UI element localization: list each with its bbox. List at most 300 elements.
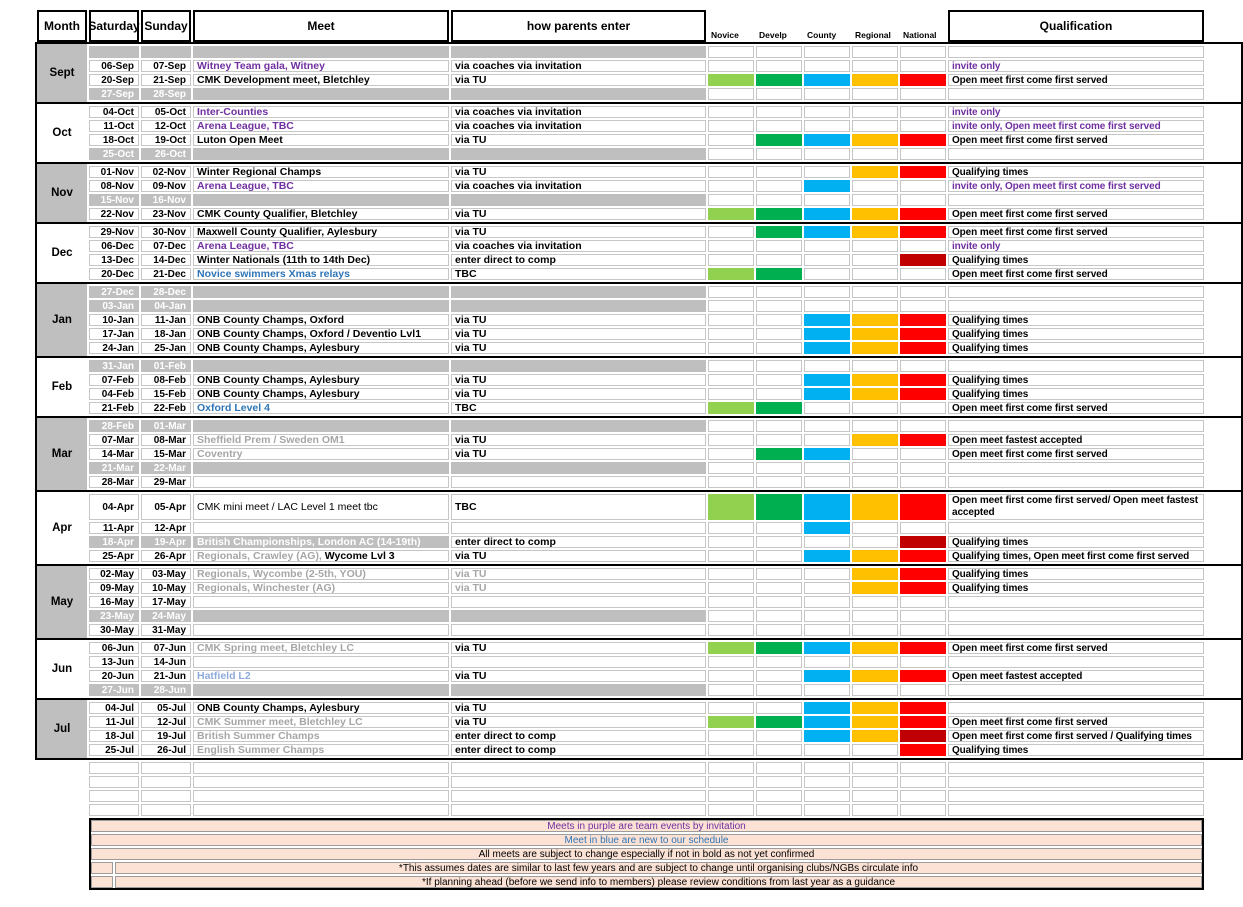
saturday-date-cell: 09-May (89, 582, 139, 594)
meet-row (89, 166, 1239, 178)
level-cell-develop (756, 420, 802, 432)
empty-cell (89, 776, 139, 788)
level-cell-develop (756, 254, 802, 266)
empty-cell (852, 790, 898, 802)
empty-cell (948, 804, 1204, 816)
month-cell: Oct (37, 104, 87, 162)
empty-row (89, 776, 1243, 788)
saturday-date-cell: 18-Apr (89, 536, 139, 548)
level-cell-national (900, 716, 946, 728)
month-rows (87, 224, 1241, 282)
qualification-cell (948, 536, 1204, 548)
meet-row (89, 656, 1239, 668)
month-cell: Feb (37, 358, 87, 416)
meet-label: Regionals, Winchester (AG) (197, 582, 336, 594)
qualification-cell (948, 208, 1204, 220)
sunday-date-cell: 31-May (141, 624, 191, 636)
level-cell-regional (852, 744, 898, 756)
meet-row (89, 120, 1239, 132)
enter-cell (451, 656, 706, 668)
level-cell-develop (756, 462, 802, 474)
empty-cell (756, 804, 802, 816)
level-cell-develop (756, 684, 802, 696)
saturday-date-cell: 04-Oct (89, 106, 139, 118)
meet-cell (193, 402, 449, 414)
level-cell-national (900, 702, 946, 714)
level-cell-county (804, 684, 850, 696)
qualification-cell (948, 374, 1204, 386)
level-cell-develop (756, 300, 802, 312)
empty-cell (900, 790, 946, 802)
level-cell-national (900, 434, 946, 446)
level-cell-develop (756, 522, 802, 534)
month-blocks-container (35, 42, 1243, 760)
saturday-date-cell: 24-Jan (89, 342, 139, 354)
level-cell-develop (756, 374, 802, 386)
level-cell-regional (852, 582, 898, 594)
qualification-cell (948, 596, 1204, 608)
level-cell-novice (708, 120, 754, 132)
meet-row (89, 328, 1239, 340)
qualification-cell (948, 314, 1204, 326)
level-cell-national (900, 582, 946, 594)
level-cell-novice (708, 328, 754, 340)
level-cell-national (900, 402, 946, 414)
level-cell-novice (708, 656, 754, 668)
saturday-date-cell (89, 46, 139, 58)
footnote-text: Meet in blue are new to our schedule (91, 834, 1202, 846)
level-cell-regional (852, 702, 898, 714)
meet-label: Novice swimmers Xmas relays (197, 268, 350, 280)
meet-row (89, 300, 1239, 312)
empty-cell (756, 762, 802, 774)
table-header-row (37, 10, 1243, 42)
empty-cell (451, 790, 706, 802)
saturday-date-cell: 01-Nov (89, 166, 139, 178)
meet-row (89, 642, 1239, 654)
level-cell-county (804, 568, 850, 580)
level-cell-county (804, 300, 850, 312)
level-cell-county (804, 254, 850, 266)
meet-cell (193, 240, 449, 252)
month-block-sept (35, 42, 1243, 104)
sunday-date-cell: 09-Nov (141, 180, 191, 192)
enter-cell: via TU (451, 716, 706, 728)
meet-row (89, 494, 1239, 520)
level-cell-county (804, 240, 850, 252)
level-cell-national (900, 550, 946, 562)
level-cell-national (900, 420, 946, 432)
empty-cell (948, 776, 1204, 788)
level-cell-novice (708, 254, 754, 266)
saturday-date-cell: 04-Apr (89, 494, 139, 520)
level-cell-develop (756, 148, 802, 160)
level-cell-develop (756, 716, 802, 728)
meet-row (89, 670, 1239, 682)
level-cell-national (900, 208, 946, 220)
meet-label: CMK Spring meet, Bletchley LC (197, 642, 354, 654)
level-cell-regional (852, 226, 898, 238)
meet-row (89, 88, 1239, 100)
enter-cell: enter direct to comp (451, 744, 706, 756)
enter-cell: via TU (451, 550, 706, 562)
level-cell-novice (708, 730, 754, 742)
level-cell-county (804, 388, 850, 400)
qualification-label: Open meet first come first served/ Open meet fastest accepted (952, 495, 1198, 518)
level-cell-national (900, 134, 946, 146)
level-cell-novice (708, 374, 754, 386)
level-cell-novice (708, 448, 754, 460)
enter-cell: via TU (451, 226, 706, 238)
level-cell-national (900, 74, 946, 86)
qualification-cell (948, 494, 1204, 520)
level-cell-regional (852, 180, 898, 192)
qualification-cell (948, 462, 1204, 474)
level-cell-regional (852, 120, 898, 132)
meet-cell (193, 596, 449, 608)
level-cell-regional (852, 208, 898, 220)
header-saturday: Saturday (89, 10, 139, 42)
level-cell-novice (708, 462, 754, 474)
meet-row (89, 596, 1239, 608)
header-level-regional: Regional (855, 30, 891, 40)
meet-row (89, 536, 1239, 548)
level-cell-novice (708, 148, 754, 160)
meet-row (89, 134, 1239, 146)
level-cell-county (804, 420, 850, 432)
qualification-label: Qualifying times (952, 254, 1029, 266)
level-cell-novice (708, 596, 754, 608)
level-cell-develop (756, 744, 802, 756)
level-cell-county (804, 134, 850, 146)
qualification-label: Open meet first come first served (952, 448, 1108, 460)
month-block-mar (35, 416, 1243, 492)
level-cell-national (900, 494, 946, 520)
qualification-cell (948, 342, 1204, 354)
meet-row (89, 106, 1239, 118)
enter-cell: enter direct to comp (451, 254, 706, 266)
enter-cell (451, 624, 706, 636)
level-cell-develop (756, 402, 802, 414)
meet-row (89, 194, 1239, 206)
level-cell-regional (852, 462, 898, 474)
qualification-cell (948, 624, 1204, 636)
empty-cell (141, 804, 191, 816)
enter-cell: via coaches via invitation (451, 240, 706, 252)
level-cell-national (900, 148, 946, 160)
enter-cell: via coaches via invitation (451, 180, 706, 192)
qualification-label: Qualifying times (952, 342, 1029, 354)
empty-cell (89, 804, 139, 816)
enter-cell: via TU (451, 208, 706, 220)
header-meet: Meet (193, 10, 449, 42)
level-cell-county (804, 60, 850, 72)
qualification-cell (948, 286, 1204, 298)
enter-cell (451, 300, 706, 312)
meet-cell (193, 522, 449, 534)
enter-cell (451, 596, 706, 608)
level-cell-novice (708, 46, 754, 58)
level-cell-novice (708, 624, 754, 636)
qualification-cell (948, 388, 1204, 400)
month-block-may (35, 564, 1243, 640)
level-cell-novice (708, 166, 754, 178)
empty-cell (900, 776, 946, 788)
meet-row (89, 420, 1239, 432)
month-block-feb (35, 356, 1243, 418)
level-cell-develop (756, 342, 802, 354)
qualification-label: Open meet first come first served (952, 642, 1108, 654)
enter-cell (451, 148, 706, 160)
meet-cell (193, 286, 449, 298)
level-cell-novice (708, 716, 754, 728)
meet-row (89, 730, 1239, 742)
meet-row (89, 568, 1239, 580)
enter-cell: via TU (451, 74, 706, 86)
level-cell-regional (852, 88, 898, 100)
enter-cell: via coaches via invitation (451, 60, 706, 72)
level-cell-regional (852, 314, 898, 326)
month-rows (87, 358, 1241, 416)
meet-row (89, 208, 1239, 220)
meet-label: ONB County Champs, Aylesbury (197, 388, 360, 400)
level-cell-novice (708, 106, 754, 118)
month-block-jun (35, 638, 1243, 700)
level-cell-regional (852, 60, 898, 72)
level-cell-national (900, 568, 946, 580)
enter-cell (451, 194, 706, 206)
sunday-date-cell: 19-Jul (141, 730, 191, 742)
header-level-national: National (903, 30, 937, 40)
sunday-date-cell: 14-Jun (141, 656, 191, 668)
sunday-date-cell: 02-Nov (141, 166, 191, 178)
month-cell: Nov (37, 164, 87, 222)
level-cell-national (900, 684, 946, 696)
level-cell-national (900, 166, 946, 178)
sunday-date-cell: 07-Sep (141, 60, 191, 72)
level-cell-county (804, 342, 850, 354)
enter-cell: via TU (451, 670, 706, 682)
level-cell-county (804, 642, 850, 654)
sunday-date-cell: 04-Jan (141, 300, 191, 312)
meet-row (89, 46, 1239, 58)
level-cell-national (900, 656, 946, 668)
empty-cell (708, 776, 754, 788)
level-cell-regional (852, 106, 898, 118)
enter-cell (451, 46, 706, 58)
empty-cell (451, 804, 706, 816)
level-cell-county (804, 744, 850, 756)
level-cell-national (900, 180, 946, 192)
sunday-date-cell: 28-Dec (141, 286, 191, 298)
saturday-date-cell: 18-Oct (89, 134, 139, 146)
qualification-cell (948, 240, 1204, 252)
meet-row (89, 388, 1239, 400)
level-cell-national (900, 254, 946, 266)
qualification-cell (948, 180, 1204, 192)
footnote-row (91, 834, 1202, 846)
level-cell-develop (756, 74, 802, 86)
level-cell-regional (852, 730, 898, 742)
level-cell-regional (852, 522, 898, 534)
level-cell-national (900, 226, 946, 238)
level-cell-regional (852, 148, 898, 160)
meet-label: CMK mini meet / LAC Level 1 meet tbc (197, 501, 378, 513)
qualification-label: Open meet first come first served (952, 716, 1108, 728)
meet-cell (193, 226, 449, 238)
sunday-date-cell: 19-Apr (141, 536, 191, 548)
enter-cell: via TU (451, 328, 706, 340)
level-cell-national (900, 106, 946, 118)
level-cell-national (900, 476, 946, 488)
saturday-date-cell: 28-Mar (89, 476, 139, 488)
level-cell-develop (756, 670, 802, 682)
meet-row (89, 286, 1239, 298)
level-cell-national (900, 744, 946, 756)
empty-cell (756, 790, 802, 802)
level-cell-county (804, 582, 850, 594)
month-rows (87, 284, 1241, 356)
level-cell-regional (852, 716, 898, 728)
level-cell-develop (756, 730, 802, 742)
qualification-label: Qualifying times (952, 388, 1029, 400)
meet-label: Winter Regional Champs (197, 166, 322, 178)
level-cell-national (900, 314, 946, 326)
meet-cell (193, 46, 449, 58)
meet-cell (193, 684, 449, 696)
level-cell-regional (852, 684, 898, 696)
meet-row (89, 374, 1239, 386)
qualification-label: Qualifying times (952, 568, 1029, 580)
qualification-cell (948, 328, 1204, 340)
saturday-date-cell: 16-May (89, 596, 139, 608)
level-cell-novice (708, 180, 754, 192)
sunday-date-cell: 22-Feb (141, 402, 191, 414)
footnote-text: *If planning ahead (before we send info to members) please review conditions from last year as a guidance (115, 876, 1202, 888)
footnote-row (91, 876, 1202, 888)
meet-cell (193, 254, 449, 266)
meet-cell (193, 462, 449, 474)
sunday-date-cell: 22-Mar (141, 462, 191, 474)
qualification-label: invite only (952, 240, 1001, 252)
month-cell: Apr (37, 492, 87, 564)
footnote-row (91, 862, 1202, 874)
level-cell-national (900, 596, 946, 608)
qualification-label: Qualifying times (952, 314, 1029, 326)
month-block-nov (35, 162, 1243, 224)
level-cell-national (900, 624, 946, 636)
sunday-date-cell: 12-Jul (141, 716, 191, 728)
month-block-jul (35, 698, 1243, 760)
qualification-cell (948, 148, 1204, 160)
level-cell-national (900, 462, 946, 474)
empty-cell (900, 804, 946, 816)
level-cell-county (804, 88, 850, 100)
level-cell-county (804, 522, 850, 534)
enter-cell: TBC (451, 494, 706, 520)
meet-row (89, 360, 1239, 372)
level-cell-novice (708, 300, 754, 312)
footnote-text: All meets are subject to change especially if not in bold as not yet confirmed (91, 848, 1202, 860)
level-cell-novice (708, 642, 754, 654)
meet-cell (193, 568, 449, 580)
saturday-date-cell: 21-Feb (89, 402, 139, 414)
meet-label: Maxwell County Qualifier, Aylesbury (197, 226, 378, 238)
level-cell-novice (708, 434, 754, 446)
enter-cell: via coaches via invitation (451, 120, 706, 132)
meet-row (89, 744, 1239, 756)
month-block-apr (35, 490, 1243, 566)
qualification-cell (948, 74, 1204, 86)
meet-cell (193, 268, 449, 280)
level-cell-regional (852, 194, 898, 206)
meet-cell (193, 342, 449, 354)
level-cell-regional (852, 420, 898, 432)
meet-label: ONB County Champs, Aylesbury (197, 702, 360, 714)
level-cell-national (900, 670, 946, 682)
qualification-cell (948, 300, 1204, 312)
level-cell-novice (708, 88, 754, 100)
meet-row (89, 180, 1239, 192)
meet-cell (193, 670, 449, 682)
level-cell-national (900, 448, 946, 460)
saturday-date-cell: 21-Mar (89, 462, 139, 474)
month-rows (87, 640, 1241, 698)
qualification-cell (948, 716, 1204, 728)
qualification-label: Qualifying times (952, 374, 1029, 386)
level-cell-regional (852, 568, 898, 580)
empty-cell (141, 762, 191, 774)
footnotes-box (89, 818, 1204, 890)
saturday-date-cell: 27-Sep (89, 88, 139, 100)
meet-label: Inter-Counties (197, 106, 269, 118)
level-cell-county (804, 494, 850, 520)
level-cell-county (804, 106, 850, 118)
qualification-cell (948, 420, 1204, 432)
level-cell-novice (708, 420, 754, 432)
level-cell-develop (756, 60, 802, 72)
sunday-date-cell: 28-Sep (141, 88, 191, 100)
month-cell: Sept (37, 44, 87, 102)
level-cell-develop (756, 240, 802, 252)
sunday-date-cell: 15-Mar (141, 448, 191, 460)
enter-cell: via coaches via invitation (451, 106, 706, 118)
sunday-date-cell: 30-Nov (141, 226, 191, 238)
saturday-date-cell: 07-Feb (89, 374, 139, 386)
level-cell-national (900, 240, 946, 252)
saturday-date-cell: 28-Feb (89, 420, 139, 432)
sunday-date-cell: 05-Apr (141, 494, 191, 520)
sunday-date-cell: 11-Jan (141, 314, 191, 326)
qualification-label: Open meet fastest accepted (952, 670, 1083, 682)
empty-cell (193, 804, 449, 816)
month-rows (87, 492, 1241, 564)
empty-cell (804, 790, 850, 802)
sunday-date-cell: 14-Dec (141, 254, 191, 266)
meet-cell (193, 120, 449, 132)
empty-cell (804, 776, 850, 788)
level-cell-develop (756, 134, 802, 146)
footnote-stub-cell (91, 862, 113, 874)
saturday-date-cell: 11-Oct (89, 120, 139, 132)
sunday-date-cell: 17-May (141, 596, 191, 608)
level-cell-county (804, 730, 850, 742)
saturday-date-cell: 25-Jul (89, 744, 139, 756)
saturday-date-cell: 04-Feb (89, 388, 139, 400)
sunday-date-cell: 28-Jun (141, 684, 191, 696)
meet-row (89, 60, 1239, 72)
meet-label: Luton Open Meet (197, 134, 283, 146)
